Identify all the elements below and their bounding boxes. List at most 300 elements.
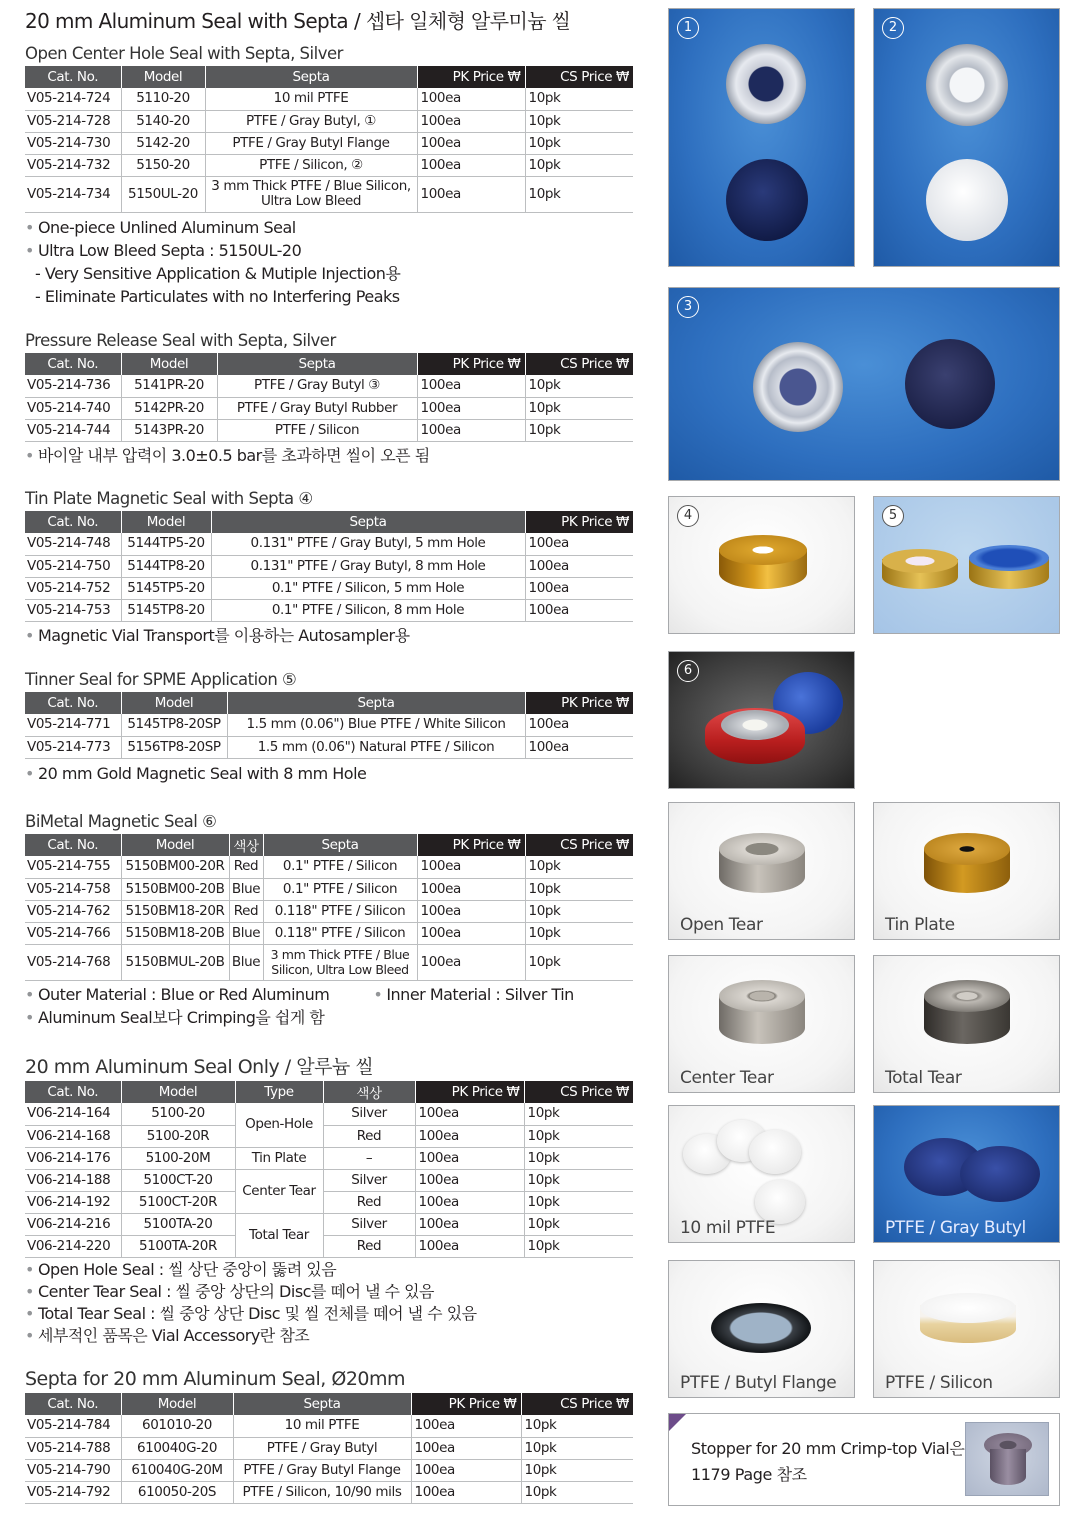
pk-price: 100ea — [417, 900, 525, 922]
silicon-septa-top — [920, 1293, 1016, 1323]
cs-price: 10pk — [525, 110, 633, 132]
panel-number: 4 — [677, 505, 699, 527]
table-row — [25, 1213, 633, 1235]
model: 5142-20 — [121, 132, 205, 154]
cat-no: V05-214-766 — [25, 922, 121, 944]
table-row — [25, 1103, 633, 1125]
table-row — [25, 714, 633, 736]
stopper-body — [990, 1449, 1026, 1485]
seal-top-image — [926, 44, 1008, 126]
cat-no: V05-214-784 — [25, 1415, 121, 1437]
cat-no: V06-214-216 — [25, 1213, 121, 1235]
pk-price: 100ea — [417, 944, 525, 980]
tin-seal-top-image — [719, 535, 807, 565]
panel-number: 5 — [882, 505, 904, 527]
type: Tin Plate — [235, 1147, 323, 1169]
red-seal-top-image — [721, 710, 789, 740]
model: 5100-20 — [121, 1103, 235, 1125]
pk-price: 100ea — [417, 397, 525, 419]
col-header: 색상 — [229, 834, 263, 856]
model: 5145TP8-20 — [121, 599, 211, 621]
table-row — [25, 110, 633, 132]
cat-no: V05-214-768 — [25, 944, 121, 980]
cat-no: V05-214-732 — [25, 154, 121, 176]
table-row — [25, 1169, 633, 1191]
cs-price: 10pk — [521, 1437, 633, 1459]
seal-bottom-image — [726, 159, 808, 241]
septa: 0.1" PTFE / Silicon — [263, 878, 417, 900]
note: • 세부적인 품목은 Vial Accessory란 참조 — [25, 1325, 310, 1345]
table-row — [25, 599, 633, 621]
note: • Total Tear Seal : 씰 중앙 상단 Disc 및 씰 전체를 떼어 낼 수 있음 — [25, 1303, 477, 1323]
pk-price: 100ea — [415, 1103, 524, 1125]
stopper-image — [965, 1422, 1049, 1496]
cs-price: 10pk — [525, 856, 633, 878]
pk-price: 100ea — [415, 1125, 524, 1147]
model: 5142PR-20 — [121, 397, 217, 419]
cs-price: 10pk — [525, 88, 633, 110]
caption: 10 mil PTFE — [680, 1218, 776, 1238]
cat-no: V05-214-762 — [25, 900, 121, 922]
septa: 3 mm Thick PTFE / Blue Silicon, Ultra Low Bleed — [205, 176, 417, 212]
table-row — [25, 736, 633, 758]
col-header: PK Price ₩ — [415, 1081, 524, 1103]
col-header: Model — [121, 1393, 233, 1415]
subnote: - Eliminate Particulates with no Interfering Peaks — [35, 286, 400, 306]
model: 610050-20S — [121, 1481, 233, 1503]
photo-panel-10mil-ptfe — [668, 1105, 855, 1243]
seal-top-image — [726, 44, 806, 124]
cat-no: V05-214-740 — [25, 397, 121, 419]
pk-price: 100ea — [525, 714, 633, 736]
col-header: Model — [121, 511, 211, 533]
pk-price: 100ea — [417, 878, 525, 900]
table-row — [25, 533, 633, 555]
model: 5156TP8-20SP — [121, 736, 227, 758]
color: Red — [323, 1235, 415, 1257]
seal-bottom-image — [926, 159, 1008, 241]
model: 5150BM00-20R — [121, 856, 229, 878]
color: Blue — [229, 922, 263, 944]
seal-only-table — [25, 1081, 633, 1258]
table-row — [25, 878, 633, 900]
table-row — [25, 856, 633, 878]
panel-number: 3 — [677, 296, 699, 318]
cat-no: V05-214-753 — [25, 599, 121, 621]
cs-price: 10pk — [525, 944, 633, 980]
cat-no: V05-214-734 — [25, 176, 121, 212]
table-row — [25, 375, 633, 397]
butyl-septa-image — [960, 1146, 1040, 1202]
type: Center Tear — [235, 1169, 323, 1213]
cs-price: 10pk — [524, 1103, 633, 1125]
note: • One-piece Unlined Aluminum Seal — [25, 217, 296, 237]
col-header: Septa — [227, 692, 525, 714]
caption: PTFE / Silicon — [885, 1373, 993, 1393]
cat-no: V05-214-773 — [25, 736, 121, 758]
section-tinner — [25, 668, 633, 785]
panel-number: 1 — [677, 17, 699, 39]
cat-no: V05-214-771 — [25, 714, 121, 736]
col-header: Model — [121, 66, 205, 88]
col-header: Cat. No. — [25, 511, 121, 533]
photo-panel-4 — [668, 496, 855, 634]
col-header: Model — [121, 353, 217, 375]
table-row — [25, 1415, 633, 1437]
section-title: Pressure Release Seal with Septa, Silver — [25, 331, 336, 350]
cs-price: 10pk — [524, 1125, 633, 1147]
photo-panel-2 — [873, 8, 1060, 267]
ptfe-disc-image — [749, 1130, 801, 1174]
model: 5144TP8-20 — [121, 555, 211, 577]
color: – — [323, 1147, 415, 1169]
cat-no: V05-214-736 — [25, 375, 121, 397]
cat-no: V05-214-790 — [25, 1459, 121, 1481]
cat-no: V06-214-192 — [25, 1191, 121, 1213]
col-header: Model — [121, 834, 229, 856]
model: 5145TP8-20SP — [121, 714, 227, 736]
cs-price: 10pk — [525, 419, 633, 441]
table-row — [25, 88, 633, 110]
col-header: Cat. No. — [25, 692, 121, 714]
table-row — [25, 132, 633, 154]
blue-lined-seal-top-image — [969, 545, 1049, 571]
pk-price: 100ea — [411, 1481, 521, 1503]
seal-top-image — [753, 342, 843, 432]
col-header: Type — [235, 1081, 323, 1103]
pk-price: 100ea — [417, 88, 525, 110]
color: Silver — [323, 1213, 415, 1235]
total-tear-seal-top — [924, 980, 1010, 1012]
col-header: Cat. No. — [25, 1081, 121, 1103]
cs-price: 10pk — [524, 1169, 633, 1191]
table-row — [25, 176, 633, 212]
model: 5143PR-20 — [121, 419, 217, 441]
model: 5150BMUL-20B — [121, 944, 229, 980]
photo-panel-center-tear — [668, 955, 855, 1093]
septa-table — [25, 1393, 633, 1504]
table-row — [25, 1459, 633, 1481]
model: 5100CT-20 — [121, 1169, 235, 1191]
cs-price: 10pk — [521, 1415, 633, 1437]
septa: PTFE / Silicon, ② — [205, 154, 417, 176]
table-row — [25, 397, 633, 419]
pk-price: 100ea — [415, 1191, 524, 1213]
photo-panel-open-tear — [668, 802, 855, 940]
flange-septa-image — [711, 1303, 811, 1353]
cat-no: V05-214-724 — [25, 88, 121, 110]
pk-price: 100ea — [411, 1437, 521, 1459]
pk-price: 100ea — [417, 375, 525, 397]
section-open-center — [25, 42, 633, 308]
cat-no: V05-214-744 — [25, 419, 121, 441]
cat-no: V05-214-755 — [25, 856, 121, 878]
stopper-text — [691, 1436, 964, 1488]
pk-price: 100ea — [417, 132, 525, 154]
model: 5144TP5-20 — [121, 533, 211, 555]
cs-price: 10pk — [525, 132, 633, 154]
color: Red — [229, 900, 263, 922]
cs-price: 10pk — [521, 1459, 633, 1481]
septa: PTFE / Gray Butyl ③ — [217, 375, 417, 397]
septa: 0.118" PTFE / Silicon — [263, 900, 417, 922]
septa: PTFE / Gray Butyl Flange — [205, 132, 417, 154]
table-row — [25, 1235, 633, 1257]
cat-no: V05-214-752 — [25, 577, 121, 599]
open-tear-seal-top — [719, 833, 805, 865]
cat-no: V05-214-730 — [25, 132, 121, 154]
col-header: Model — [121, 1081, 235, 1103]
cs-price: 10pk — [525, 922, 633, 944]
table-row — [25, 577, 633, 599]
note: • Aluminum Seal보다 Crimping을 쉽게 함 — [25, 1007, 325, 1027]
caption: Center Tear — [680, 1068, 774, 1088]
model: 5110-20 — [121, 88, 205, 110]
title-en: 20 mm Aluminum Seal with Septa — [25, 9, 349, 33]
note: • Magnetic Vial Transport를 이용하는 Autosampler용 — [25, 625, 410, 645]
cat-no: V06-214-164 — [25, 1103, 121, 1125]
table-row — [25, 922, 633, 944]
col-header: Cat. No. — [25, 353, 121, 375]
col-header: CS Price ₩ — [525, 834, 633, 856]
col-header: PK Price ₩ — [417, 353, 525, 375]
septa: 1.5 mm (0.06") Natural PTFE / Silicon — [227, 736, 525, 758]
cs-price: 10pk — [525, 878, 633, 900]
septa: 10 mil PTFE — [205, 88, 417, 110]
photo-panel-ptfe-gray-butyl — [873, 1105, 1060, 1243]
table-row — [25, 1191, 633, 1213]
pk-price: 100ea — [417, 856, 525, 878]
stopper-line2: 1179 Page 참조 — [691, 1465, 807, 1484]
section-pressure-release — [25, 329, 633, 467]
pk-price: 100ea — [525, 533, 633, 555]
cs-price: 10pk — [524, 1191, 633, 1213]
table-row — [25, 1481, 633, 1503]
gold-seal-top-image — [882, 549, 958, 573]
pk-price: 100ea — [417, 154, 525, 176]
color: Silver — [323, 1169, 415, 1191]
pk-price: 100ea — [525, 599, 633, 621]
pk-price: 100ea — [417, 110, 525, 132]
section-title: Tinner Seal for SPME Application ⑤ — [25, 670, 297, 689]
septa: 0.1" PTFE / Silicon, 8 mm Hole — [211, 599, 525, 621]
color: Blue — [229, 944, 263, 980]
model: 5145TP5-20 — [121, 577, 211, 599]
corner-marker — [669, 1414, 686, 1431]
septa: 0.1" PTFE / Silicon, 5 mm Hole — [211, 577, 525, 599]
table-row — [25, 555, 633, 577]
col-header: PK Price ₩ — [525, 692, 633, 714]
note: • Outer Material : Blue or Red Aluminum • Inner Material : Silver Tin — [25, 984, 574, 1004]
caption: Open Tear — [680, 915, 763, 935]
col-header: Septa — [233, 1393, 411, 1415]
page-title — [25, 5, 570, 34]
septa: PTFE / Gray Butyl Rubber — [217, 397, 417, 419]
panel-number: 2 — [882, 17, 904, 39]
cat-no: V05-214-748 — [25, 533, 121, 555]
cs-price: 10pk — [524, 1147, 633, 1169]
model: 5150BM00-20B — [121, 878, 229, 900]
septa: PTFE / Gray Butyl — [233, 1437, 411, 1459]
septa: PTFE / Gray Butyl Flange — [233, 1459, 411, 1481]
col-header: Septa — [205, 66, 417, 88]
title-ko: / 셉타 일체형 알루미늄 씰 — [354, 9, 571, 33]
note: • Center Tear Seal : 씰 중앙 상단의 Disc를 떼어 낼 수 있음 — [25, 1281, 434, 1301]
cs-price: 10pk — [525, 900, 633, 922]
photo-panel-1 — [668, 8, 855, 267]
septa: PTFE / Silicon, 10/90 mils — [233, 1481, 411, 1503]
tin-plate-seal-top — [924, 833, 1010, 865]
pk-price: 100ea — [525, 555, 633, 577]
note: • 20 mm Gold Magnetic Seal with 8 mm Hole — [25, 763, 367, 783]
cs-price: 10pk — [525, 154, 633, 176]
cat-no: V05-214-792 — [25, 1481, 121, 1503]
caption: Tin Plate — [885, 915, 955, 935]
col-header: Cat. No. — [25, 66, 121, 88]
model: 5150BM18-20R — [121, 900, 229, 922]
open-center-table — [25, 66, 633, 213]
col-header: CS Price ₩ — [525, 66, 633, 88]
section-title: BiMetal Magnetic Seal ⑥ — [25, 812, 217, 831]
color: Blue — [229, 878, 263, 900]
cat-no: V06-214-176 — [25, 1147, 121, 1169]
model: 5150-20 — [121, 154, 205, 176]
col-header: PK Price ₩ — [525, 511, 633, 533]
septa: 0.118" PTFE / Silicon — [263, 922, 417, 944]
pk-price: 100ea — [415, 1147, 524, 1169]
pk-price: 100ea — [411, 1415, 521, 1437]
stopper-line1: Stopper for 20 mm Crimp-top Vial은 — [691, 1439, 965, 1458]
tin-table — [25, 511, 633, 622]
photo-panel-3 — [668, 287, 1060, 481]
model: 5150UL-20 — [121, 176, 205, 212]
section-title: Tin Plate Magnetic Seal with Septa ④ — [25, 489, 313, 508]
pk-price: 100ea — [415, 1169, 524, 1191]
col-header: Septa — [211, 511, 525, 533]
cs-price: 10pk — [524, 1213, 633, 1235]
col-header: Cat. No. — [25, 834, 121, 856]
septa: 1.5 mm (0.06") Blue PTFE / White Silicon — [227, 714, 525, 736]
septa: 0.131" PTFE / Gray Butyl, 5 mm Hole — [211, 533, 525, 555]
caption: Total Tear — [885, 1068, 962, 1088]
bimetal-table — [25, 834, 633, 981]
section-title: Septa for 20 mm Aluminum Seal, Ø20mm — [25, 1368, 406, 1390]
cat-no: V05-214-758 — [25, 878, 121, 900]
col-header: PK Price ₩ — [417, 66, 525, 88]
note: • 바이알 내부 압력이 3.0±0.5 bar를 초과하면 씰이 오픈 됨 — [25, 445, 430, 465]
cat-no: V06-214-168 — [25, 1125, 121, 1147]
table-row — [25, 1125, 633, 1147]
photo-panel-ptfe-butyl-flange — [668, 1260, 855, 1398]
model: 5100-20M — [121, 1147, 235, 1169]
section-septa — [25, 1366, 633, 1504]
pk-price: 100ea — [417, 419, 525, 441]
model: 5100TA-20R — [121, 1235, 235, 1257]
pk-price: 100ea — [417, 922, 525, 944]
col-header: CS Price ₩ — [525, 353, 633, 375]
model: 5140-20 — [121, 110, 205, 132]
type: Total Tear — [235, 1213, 323, 1257]
cat-no: V06-214-220 — [25, 1235, 121, 1257]
pressure-table — [25, 353, 633, 442]
caption: PTFE / Butyl Flange — [680, 1373, 837, 1393]
type: Open-Hole — [235, 1103, 323, 1147]
table-row — [25, 944, 633, 980]
pk-price: 100ea — [417, 176, 525, 212]
panel-number: 6 — [677, 660, 699, 682]
section-seal-only — [25, 1054, 633, 1347]
pk-price: 100ea — [525, 736, 633, 758]
photo-panel-ptfe-silicon — [873, 1260, 1060, 1398]
pk-price: 100ea — [411, 1459, 521, 1481]
table-row — [25, 900, 633, 922]
model: 5100CT-20R — [121, 1191, 235, 1213]
col-header: CS Price ₩ — [524, 1081, 633, 1103]
tinner-table — [25, 692, 633, 759]
seal-bottom-image — [905, 339, 995, 429]
col-header: Cat. No. — [25, 1393, 121, 1415]
note: • Open Hole Seal : 씰 상단 중앙이 뚫려 있음 — [25, 1259, 337, 1279]
pk-price: 100ea — [525, 577, 633, 599]
photo-panel-total-tear — [873, 955, 1060, 1093]
model: 601010-20 — [121, 1415, 233, 1437]
cat-no: V06-214-188 — [25, 1169, 121, 1191]
model: 5150BM18-20B — [121, 922, 229, 944]
color: Silver — [323, 1103, 415, 1125]
photo-panel-5 — [873, 496, 1060, 634]
model: 610040G-20 — [121, 1437, 233, 1459]
septa: 3 mm Thick PTFE / Blue Silicon, Ultra Low Bleed — [263, 944, 417, 980]
col-header: Model — [121, 692, 227, 714]
cs-price: 10pk — [525, 375, 633, 397]
cs-price: 10pk — [521, 1481, 633, 1503]
stopper-reference — [668, 1413, 1060, 1506]
photo-panel-tin-plate — [873, 802, 1060, 940]
col-header: Septa — [263, 834, 417, 856]
table-row — [25, 1437, 633, 1459]
color: Red — [229, 856, 263, 878]
col-header: PK Price ₩ — [417, 834, 525, 856]
cat-no: V05-214-750 — [25, 555, 121, 577]
cs-price: 10pk — [524, 1235, 633, 1257]
photo-panel-6 — [668, 651, 855, 789]
subnote: - Very Sensitive Application & Mutiple Injection용 — [35, 263, 401, 283]
model: 5100TA-20 — [121, 1213, 235, 1235]
model: 5100-20R — [121, 1125, 235, 1147]
model: 5141PR-20 — [121, 375, 217, 397]
col-header: PK Price ₩ — [411, 1393, 521, 1415]
septa: 10 mil PTFE — [233, 1415, 411, 1437]
septa: PTFE / Gray Butyl, ① — [205, 110, 417, 132]
section-bimetal — [25, 810, 633, 1029]
color: Red — [323, 1191, 415, 1213]
septa: 0.1" PTFE / Silicon — [263, 856, 417, 878]
cs-price: 10pk — [525, 176, 633, 212]
col-header: Septa — [217, 353, 417, 375]
section-title: 20 mm Aluminum Seal Only / 알루늄 씰 — [25, 1056, 374, 1078]
table-row — [25, 154, 633, 176]
pk-price: 100ea — [415, 1213, 524, 1235]
table-row — [25, 1147, 633, 1169]
section-title: Open Center Hole Seal with Septa, Silver — [25, 44, 343, 63]
table-row — [25, 419, 633, 441]
center-tear-seal-top — [719, 980, 805, 1012]
septa: PTFE / Silicon — [217, 419, 417, 441]
section-tin-plate — [25, 487, 633, 647]
color: Red — [323, 1125, 415, 1147]
model: 610040G-20M — [121, 1459, 233, 1481]
cat-no: V05-214-788 — [25, 1437, 121, 1459]
